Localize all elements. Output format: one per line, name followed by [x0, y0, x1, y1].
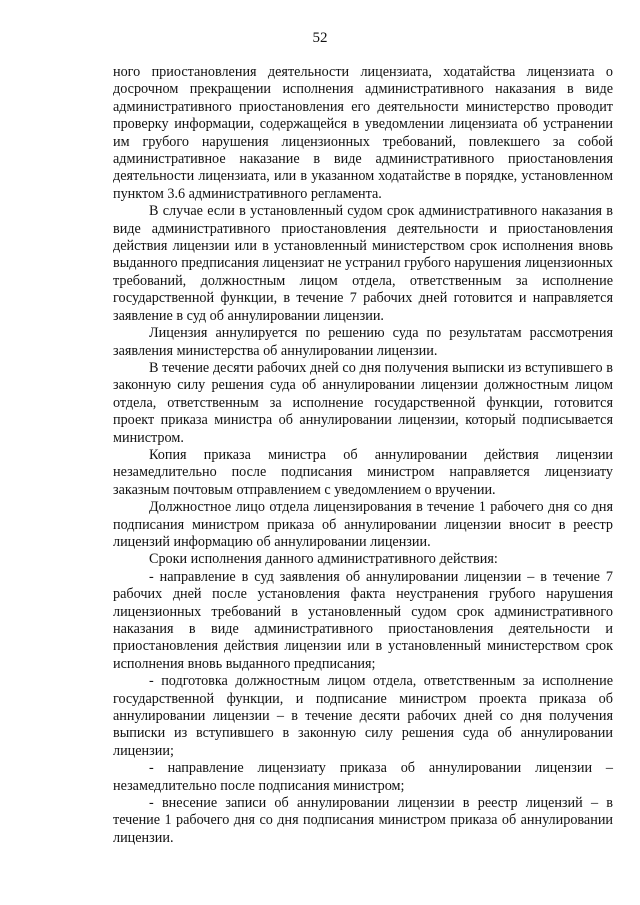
list-item-2: - подготовка должностным лицом отдела, ответственным за исполнение государственной функции, и подписание министром проекта приказа об аннулировании лицензии – в течение десяти рабочих дней со дня получения выписки из вступившего в законную силу решения суда об аннулировании лицензии; [113, 673, 613, 759]
paragraph-5: Копия приказа министра об аннулировании действия лицензии незамедлительно после подписания министром направляется лицензиату заказным почтовым отправлением с уведомлением о вручении. [113, 446, 613, 498]
list-item-3: - направление лицензиату приказа об аннулировании лицензии – незамедлительно после подписания министром; [113, 760, 613, 794]
list-item-1: - направление в суд заявления об аннулировании лицензии – в течение 7 рабочих дней после установления факта неустранения грубого нарушения лицензионных требований в установленный судом срок административного наказания в виде административного приостановления деятельности и приостановления действия лицензии или в установленный министерством срок исполнения вновь выданного предписания; [113, 568, 613, 672]
document-body [113, 64, 613, 847]
paragraph-1: ного приостановления деятельности лицензиата, ходатайства лицензиата о досрочном прекращении исполнения административного наказания в виде административного приостановления его деятельности министерство проводит проверку информации, содержащейся в уведомлении лицензиата об устранении им грубого нарушения лицензионных требований, повлекшего за собой административное наказание в виде административного приостановления деятельности лицензиата, или в указанном ходатайстве в порядке, установленном пунктом 3.6 административного регламента. [113, 64, 613, 202]
paragraph-7: Сроки исполнения данного административного действия: [149, 551, 498, 568]
paragraph-6: Должностное лицо отдела лицензирования в течение 1 рабочего дня со дня подписания министром приказа об аннулировании лицензии вносит в реестр лицензий информацию об аннулировании лицензии. [113, 499, 613, 550]
list-item-4: - внесение записи об аннулировании лицензии в реестр лицензий – в течение 1 рабочего дня со дня подписания министром приказа об аннулировании лицензии. [113, 795, 613, 846]
paragraph-2: В случае если в установленный судом срок административного наказания в виде административного приостановления деятельности и приостановления действия лицензии или в установленный министерством срок исполнения вновь выданного предписания лицензиат не устранил грубого нарушения лицензионных требований, должностным лицом отдела, ответственным за исполнение государственной функции, в течение 7 рабочих дней готовится и направляется заявление в суд об аннулировании лицензии. [113, 203, 613, 324]
page-number: 52 [312, 30, 328, 46]
paragraph-3: Лицензия аннулируется по решению суда по результатам рассмотрения заявления министерства об аннулировании лицензии. [113, 325, 613, 359]
paragraph-4: В течение десяти рабочих дней со дня получения выписки из вступившего в законную силу решения суда об аннулировании лицензии должностным лицом отдела, ответственным за исполнение государственной функции, готовится проект приказа министра об аннулировании лицензии, который подписывается министром. [113, 359, 613, 446]
